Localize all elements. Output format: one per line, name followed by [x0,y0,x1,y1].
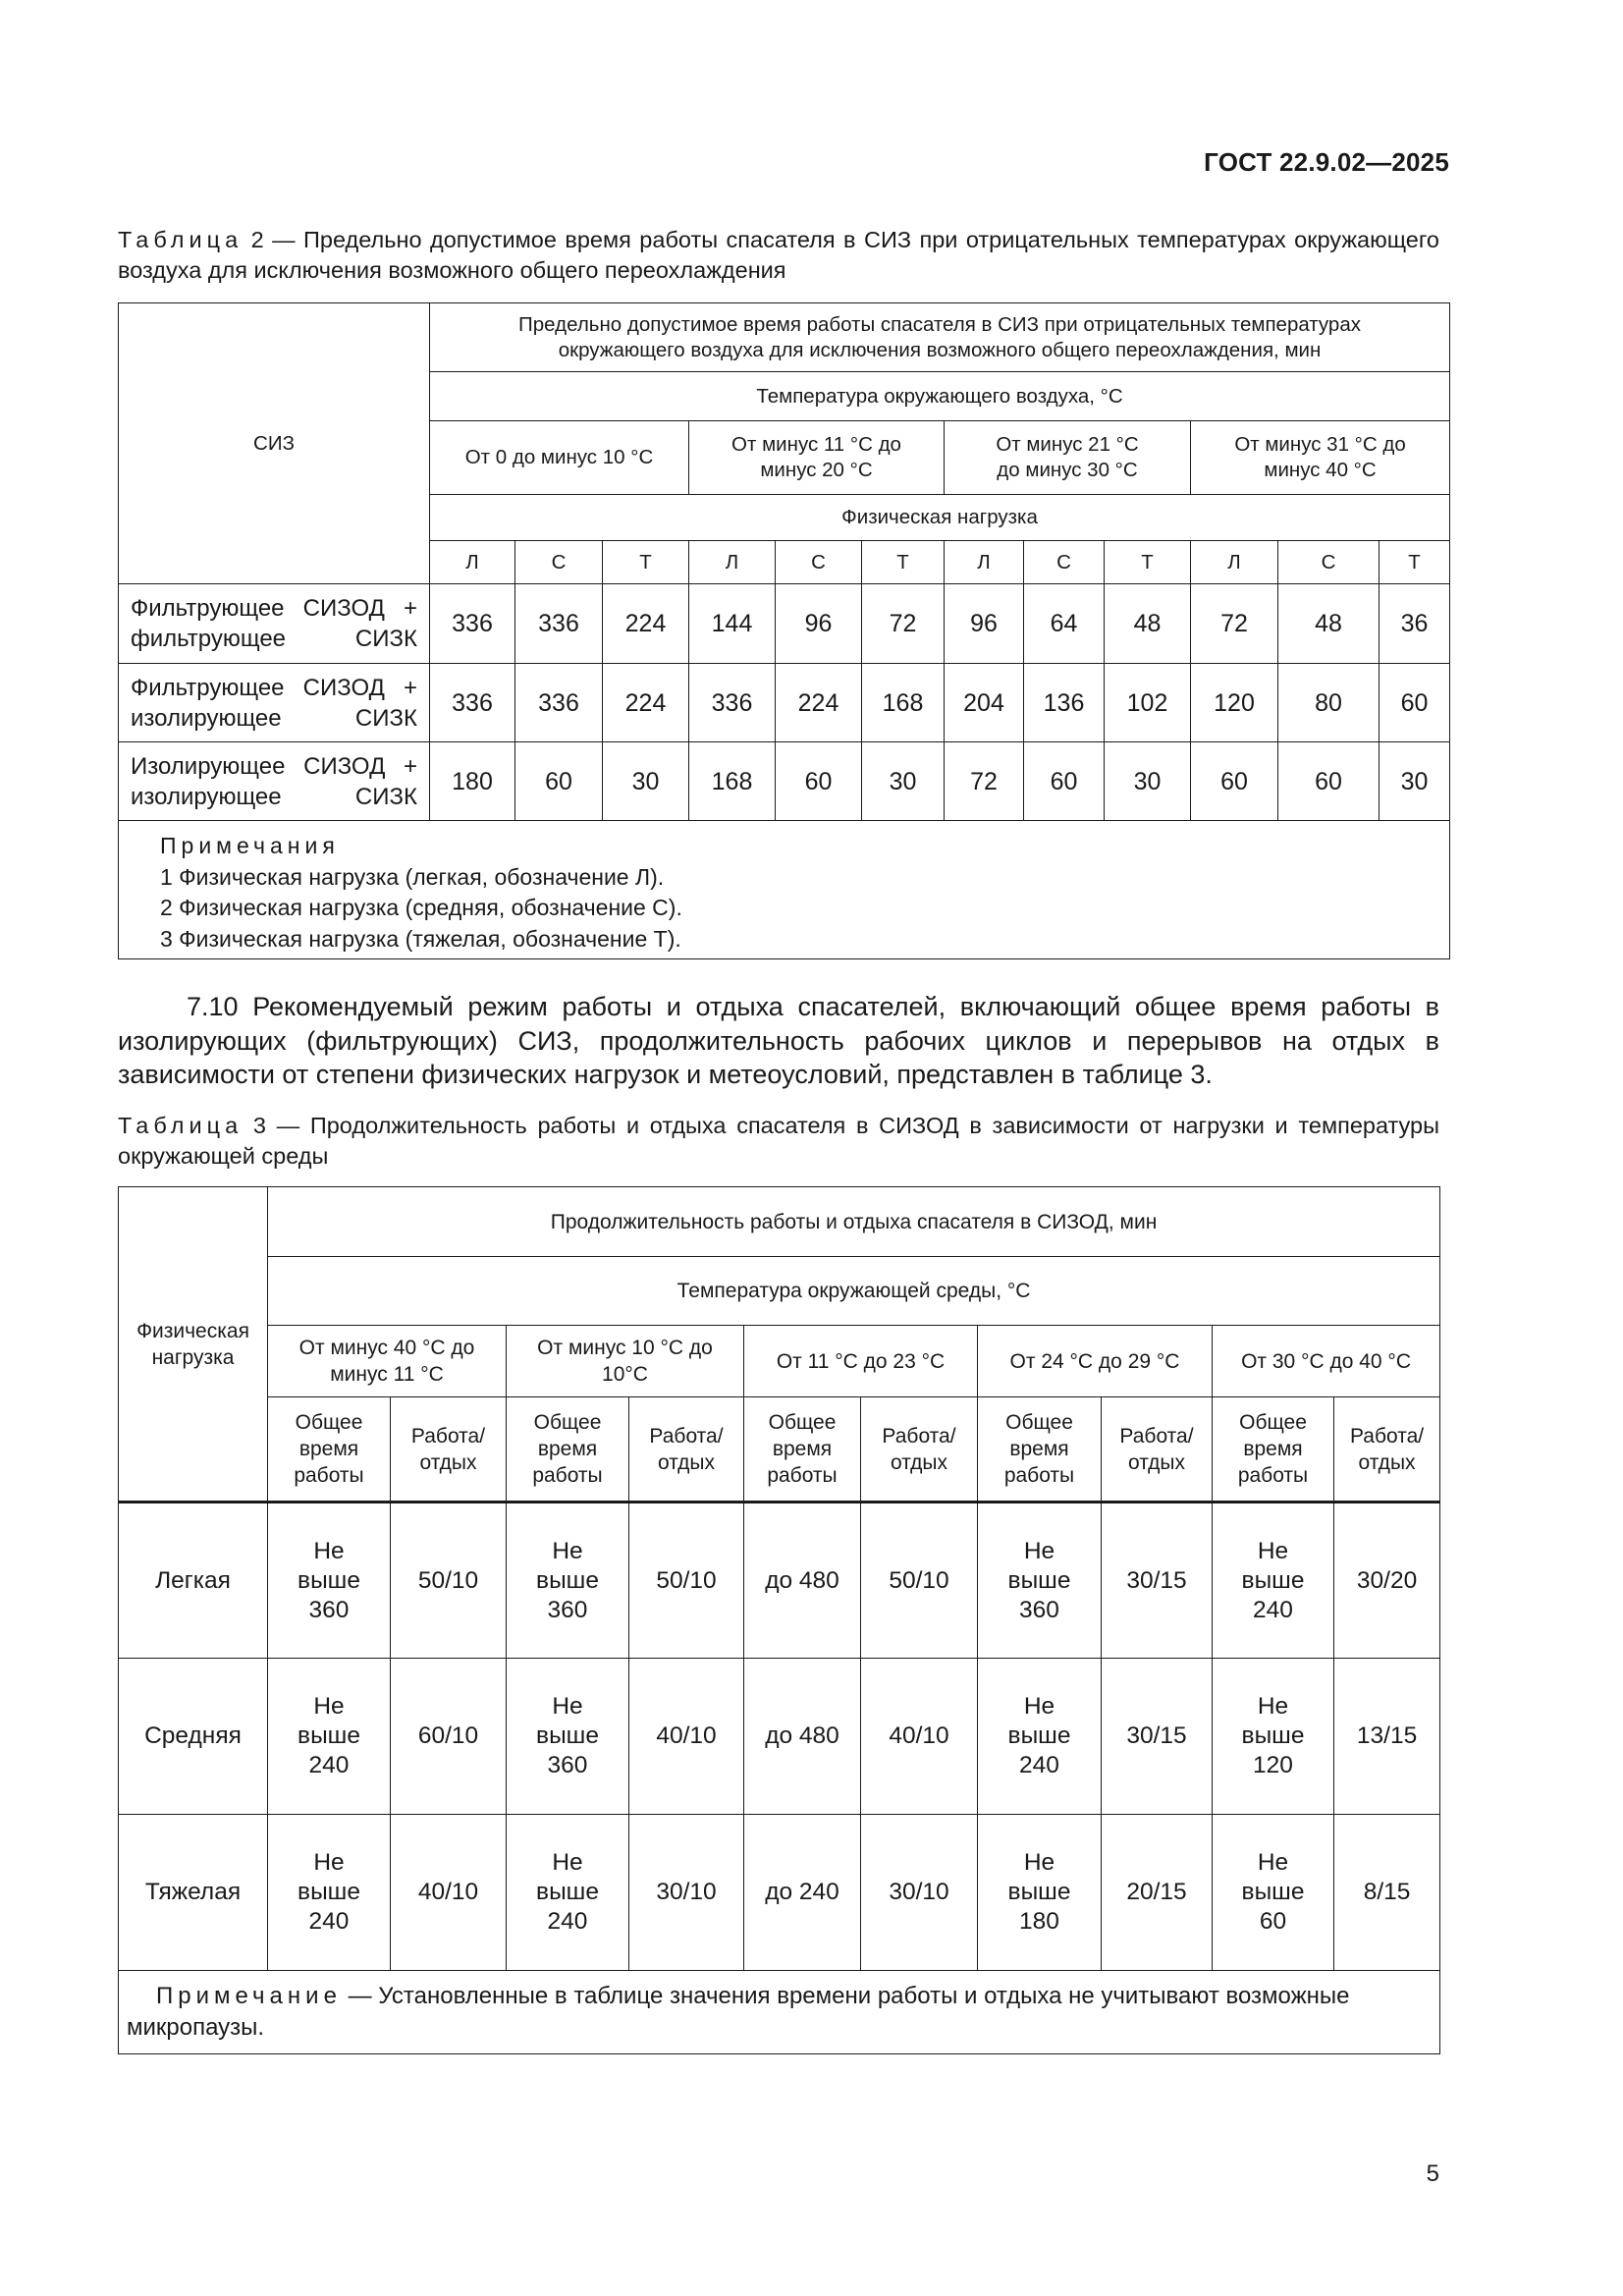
table3-cell: Не выше 240 [1213,1503,1334,1659]
table2-row-label [119,664,430,742]
table2-header-load: Физическая нагрузка [430,495,1450,541]
table3-cell: до 480 [744,1659,861,1815]
table-row [119,584,1450,664]
table2-cell: 336 [430,664,515,742]
table3-sub-total: Общее время работы [1213,1397,1334,1503]
table2-cell: 60 [1024,742,1105,821]
table2-load-code: С [1024,541,1105,584]
table2-cell: 60 [1380,664,1450,742]
table3-cell: до 480 [744,1503,861,1659]
table3-range: От 11 °С до 23 °С [744,1326,978,1397]
table2-notes-title: Примечания [160,833,340,858]
table2-col-siz: СИЗ [119,303,430,584]
table2-range: От минус 21 °С до минус 30 °С [945,421,1191,495]
table2-load-code: Т [1380,541,1450,584]
table3-sub-total: Общее время работы [507,1397,629,1503]
table3-cell: Не выше 120 [1213,1659,1334,1815]
table2-cell: 136 [1024,664,1105,742]
table3-cell: Не выше 240 [268,1659,391,1815]
table2-cell: 96 [945,584,1024,664]
table3-sub-total: Общее время работы [268,1397,391,1503]
table3-cell: 30/15 [1102,1659,1213,1815]
table2-load-code: Л [689,541,776,584]
table2-cell: 204 [945,664,1024,742]
table2-cell: 144 [689,584,776,664]
table3-cell: Не выше 360 [507,1659,629,1815]
table2 [118,302,1450,959]
table2-row-label-line1: Фильтрующее СИЗОД + [131,595,417,622]
table2-row-label [119,742,430,821]
page-number: 5 [1426,2160,1439,2187]
table3-caption [118,1111,1439,1172]
table2-row-label [119,584,430,664]
table2-range: От минус 31 °С до минус 40 °С [1191,421,1450,495]
table2-note: 2 Физическая нагрузка (средняя, обозначение С). [160,895,682,920]
table3-cell: 40/10 [391,1815,507,1971]
table3-row-label: Средняя [119,1659,268,1815]
table2-note: 1 Физическая нагрузка (легкая, обозначение Л). [160,863,665,890]
table3-cell: 60/10 [391,1659,507,1815]
table3-cell: 8/15 [1334,1815,1440,1971]
table2-cell: 224 [603,664,689,742]
table2-caption-text: 2 — Предельно допустимое время работы спасателя в СИЗ при отрицательных температурах окружающего воздуха для исключения возможного общего переохлаждения [118,227,1439,283]
table3-range: От 24 °С до 29 °С [978,1326,1213,1397]
table2-load-code: С [776,541,862,584]
table2-load-code: Т [603,541,689,584]
table2-cell: 48 [1278,584,1380,664]
table2-load-code: Л [945,541,1024,584]
table2-cell: 336 [689,664,776,742]
table2-cell: 60 [776,742,862,821]
table2-cell: 30 [1380,742,1450,821]
table3-cell: 20/15 [1102,1815,1213,1971]
table2-caption [118,225,1439,286]
table-row [119,1503,1440,1659]
table3-caption-text: 3 — Продолжительность работы и отдыха спасателя в СИЗОД в зависимости от нагрузки и температуры окружающей среды [118,1113,1439,1169]
table2-cell: 30 [862,742,945,821]
table2-cell: 72 [945,742,1024,821]
table2-cell: 224 [776,664,862,742]
table2-range: От 0 до минус 10 °С [430,421,689,495]
table2-load-code: С [515,541,603,584]
table3-sub-ratio: Работа/ отдых [629,1397,744,1503]
table3-cell: 30/10 [629,1815,744,1971]
table2-cell: 60 [1278,742,1380,821]
table2-row-label-line2: фильтрующее СИЗК [131,626,417,652]
table3-cell: 50/10 [629,1503,744,1659]
document-code: ГОСТ 22.9.02—2025 [1204,147,1449,177]
table3-row-label: Легкая [119,1503,268,1659]
table2-load-code: Т [862,541,945,584]
table3-cell: 30/10 [861,1815,978,1971]
table3-row-label: Тяжелая [119,1815,268,1971]
table2-cell: 102 [1105,664,1191,742]
table3-cell: 50/10 [391,1503,507,1659]
table3-sub-total: Общее время работы [744,1397,861,1503]
table2-cell: 336 [515,584,603,664]
table3-cell: Не выше 240 [978,1659,1102,1815]
table3-cell: Не выше 360 [978,1503,1102,1659]
table3-cell: 40/10 [629,1659,744,1815]
table2-cell: 60 [515,742,603,821]
table2-cell: 30 [1105,742,1191,821]
table2-cell: 72 [862,584,945,664]
table3-sub-ratio: Работа/ отдых [391,1397,507,1503]
table3-range: От минус 10 °С до 10°С [507,1326,744,1397]
table-row [119,1659,1440,1815]
table3-cell: Не выше 360 [268,1503,391,1659]
table3-sub-ratio: Работа/ отдых [861,1397,978,1503]
table2-note: 3 Физическая нагрузка (тяжелая, обозначение Т). [160,925,681,952]
table2-cell: 336 [430,584,515,664]
table3-cell: до 240 [744,1815,861,1971]
table3-cell: 13/15 [1334,1659,1440,1815]
table3-sub-total: Общее время работы [978,1397,1102,1503]
table2-cell: 80 [1278,664,1380,742]
table2-cell: 60 [1191,742,1278,821]
paragraph-7-10: 7.10 Рекомендуемый режим работы и отдыха спасателей, включающий общее время работы в изолирующих (фильтрующих) СИЗ, продолжительность рабочих циклов и перерывов на отдых в зависимости от степени физических нагрузок и метеоусловий, представлен в таблице 3. [118,992,1439,1089]
table2-range: От минус 11 °С до минус 20 °С [689,421,945,495]
table-row [119,742,1450,821]
table2-cell: 96 [776,584,862,664]
table3-cell: Не выше 240 [507,1815,629,1971]
table3-cell: 40/10 [861,1659,978,1815]
table2-load-code: Л [1191,541,1278,584]
table2-cell: 336 [515,664,603,742]
table2-cell: 120 [1191,664,1278,742]
table3-col-load: Физическая нагрузка [119,1187,268,1503]
table2-notes [119,821,1450,959]
table3-sub-ratio: Работа/ отдых [1102,1397,1213,1503]
table-row [119,664,1450,742]
table2-caption-label: Таблица [118,227,243,252]
table2-cell: 224 [603,584,689,664]
table2-cell: 48 [1105,584,1191,664]
table3-range: От 30 °С до 40 °С [1213,1326,1440,1397]
table2-cell: 168 [862,664,945,742]
table3-caption-label: Таблица [118,1113,243,1138]
table2-row-label-line1: Изолирующее СИЗОД + [131,752,417,780]
table3-cell: 30/20 [1334,1503,1440,1659]
table3-cell: Не выше 60 [1213,1815,1334,1971]
table3-header-temp: Температура окружающей среды, °С [268,1257,1440,1326]
table3-header-main: Продолжительность работы и отдыха спасателя в СИЗОД, мин [268,1187,1440,1257]
table2-cell: 180 [430,742,515,821]
table2-cell: 30 [603,742,689,821]
table2-load-code: Л [430,541,515,584]
table3-cell: 50/10 [861,1503,978,1659]
table3-cell: Не выше 360 [507,1503,629,1659]
table3-note-text: — Установленные в таблице значения времени работы и отдыха не учитывают возможные микропаузы. [127,1983,1350,2041]
table-row [119,1815,1440,1971]
table3-cell: Не выше 240 [268,1815,391,1971]
table3-note [119,1971,1440,2054]
table2-cell: 64 [1024,584,1105,664]
table3-cell: Не выше 180 [978,1815,1102,1971]
table3 [118,1186,1440,2054]
table2-row-label-line2: изолирующее СИЗК [131,704,417,732]
table2-cell: 36 [1380,584,1450,664]
table2-cell: 168 [689,742,776,821]
table3-note-title: Примечание [156,1983,342,2009]
table2-cell: 72 [1191,584,1278,664]
table3-range: От минус 40 °С до минус 11 °С [268,1326,507,1397]
table2-load-code: Т [1105,541,1191,584]
table2-load-code: С [1278,541,1380,584]
table2-header-temp: Температура окружающего воздуха, °С [430,372,1450,421]
table3-cell: 30/15 [1102,1503,1213,1659]
table2-row-label-line1: Фильтрующее СИЗОД + [131,674,417,701]
table3-sub-ratio: Работа/ отдых [1334,1397,1440,1503]
table2-header-main: Предельно допустимое время работы спасателя в СИЗ при отрицательных температурах окружающего воздуха для исключения возможного общего переохлаждения, мин [430,303,1450,372]
table2-row-label-line2: изолирующее СИЗК [131,783,417,810]
